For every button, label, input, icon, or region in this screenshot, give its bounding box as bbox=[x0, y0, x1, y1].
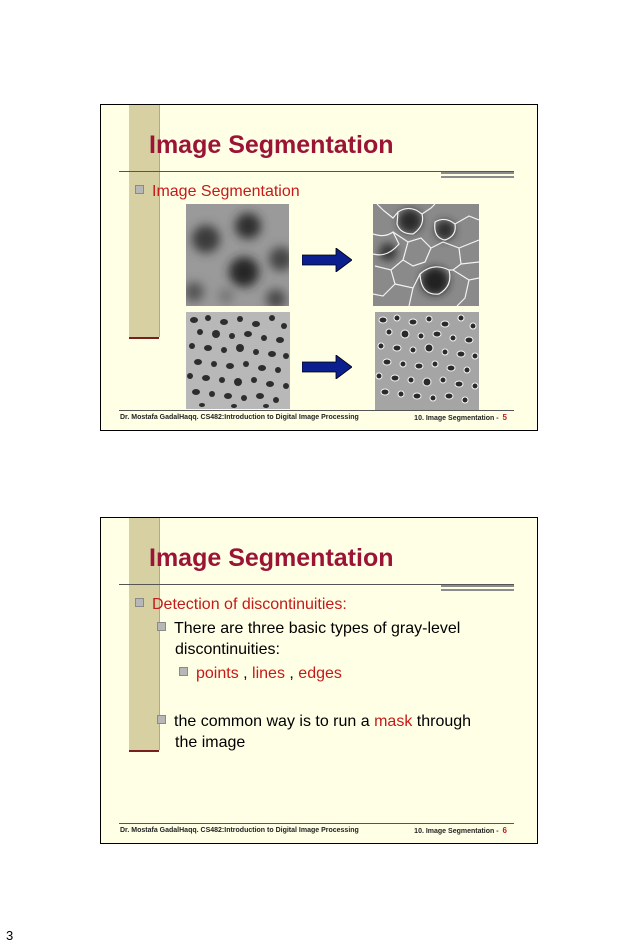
footer-author: Dr. Mostafa GadalHaqq. CS482:Introduction to Digital Image Processing bbox=[120, 414, 359, 421]
sub-sub-bullet-item bbox=[179, 663, 342, 684]
dots-image-segmented bbox=[375, 312, 479, 410]
slide-title: Image Segmentation bbox=[149, 544, 394, 572]
bullet-square-icon bbox=[179, 667, 188, 676]
footer-section bbox=[414, 826, 507, 835]
bullet-item bbox=[135, 596, 347, 614]
term-mask: mask bbox=[374, 713, 413, 730]
footer-divider bbox=[119, 823, 514, 824]
title-stripes bbox=[441, 172, 514, 179]
footer-author: Dr. Mostafa GadalHaqq. CS482:Introduction to Digital Image Processing bbox=[120, 827, 359, 834]
slide-title: Image Segmentation bbox=[149, 131, 394, 159]
sub-bullet-item bbox=[157, 618, 460, 660]
bullet-item bbox=[135, 183, 300, 201]
slide-5 bbox=[100, 104, 538, 431]
bullet-text: Detection of discontinuities: bbox=[152, 596, 347, 613]
right-arrow-icon bbox=[302, 355, 352, 379]
sub-bullet-text-line2: the image bbox=[175, 734, 246, 751]
footer-section-label: 10. Image Segmentation - bbox=[414, 415, 499, 422]
footer-divider bbox=[119, 410, 514, 411]
footer-section-label: 10. Image Segmentation - bbox=[414, 828, 499, 835]
bullet-square-icon bbox=[135, 185, 144, 194]
separator: , bbox=[284, 665, 299, 682]
sub-bullet-item bbox=[157, 711, 471, 753]
sub-bullet-text-line2: discontinuities: bbox=[175, 641, 280, 658]
footer-section bbox=[414, 413, 507, 422]
blob-image-original bbox=[186, 204, 289, 306]
side-decoration-tick bbox=[129, 750, 159, 752]
sub-bullet-text-pre: the common way is to run a bbox=[174, 713, 375, 730]
bullet-square-icon bbox=[157, 715, 166, 724]
term-points: points bbox=[196, 665, 239, 682]
term-lines: lines bbox=[252, 665, 285, 682]
dots-image-original bbox=[186, 312, 290, 409]
bullet-text: Image Segmentation bbox=[152, 183, 300, 200]
right-arrow-icon bbox=[302, 248, 352, 272]
side-decoration-tick bbox=[129, 337, 159, 339]
separator: , bbox=[238, 665, 253, 682]
sub-bullet-text-line1: There are three basic types of gray-level bbox=[174, 620, 461, 637]
page-number: 3 bbox=[6, 928, 14, 943]
term-edges: edges bbox=[298, 665, 342, 682]
bullet-square-icon bbox=[157, 622, 166, 631]
sub-bullet-text-post: through bbox=[412, 713, 472, 730]
blob-image-segmented bbox=[373, 204, 479, 306]
title-stripes bbox=[441, 585, 514, 592]
bullet-square-icon bbox=[135, 598, 144, 607]
slide-number: 6 bbox=[502, 826, 507, 835]
slide-number: 5 bbox=[502, 413, 507, 422]
slide-6 bbox=[100, 517, 538, 844]
